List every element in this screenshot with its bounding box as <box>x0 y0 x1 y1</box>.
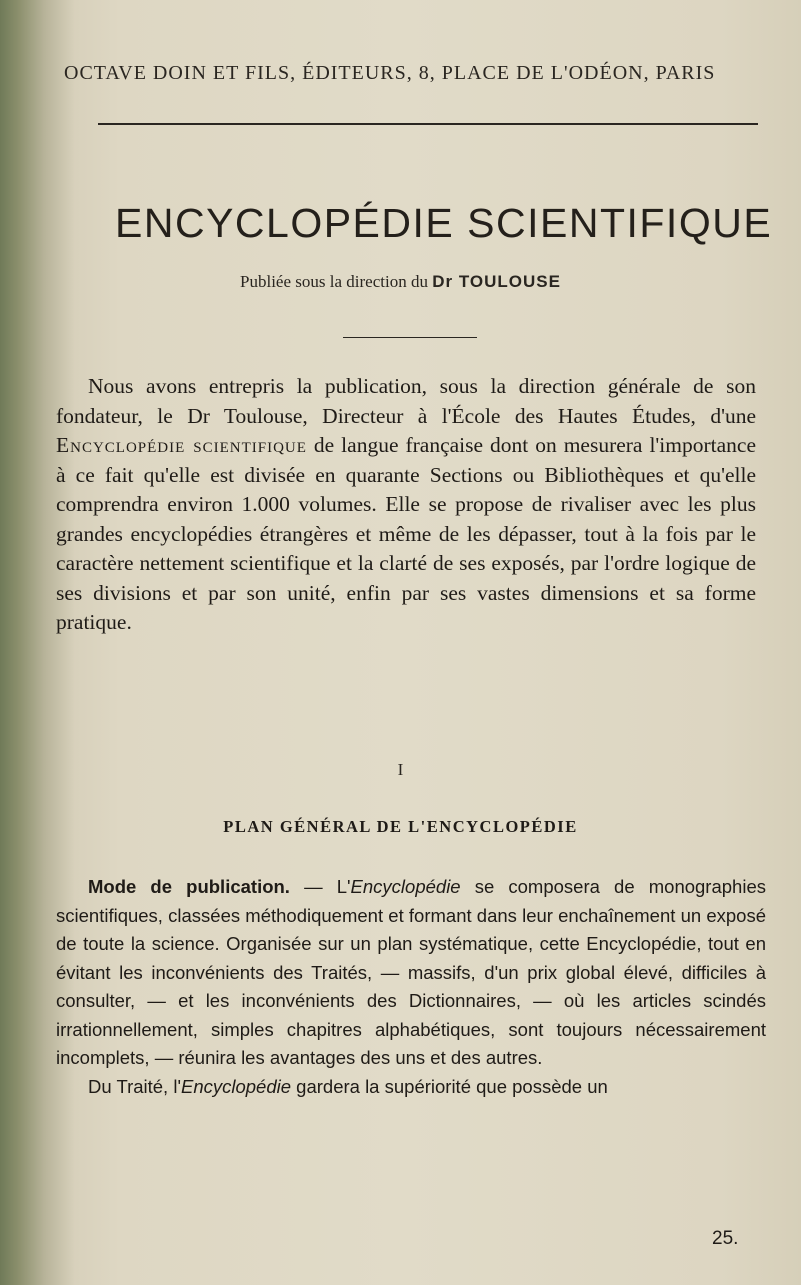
title-rule <box>343 337 477 338</box>
body-paragraph-2 <box>56 1073 766 1102</box>
section-title: PLAN GÉNÉRAL DE L'ENCYCLOPÉDIE <box>223 817 578 836</box>
intro-text-1: Nous avons entrepris la publication, sous la direction générale de son fondateur, le Dr Toulouse, Directeur à l'École des Hautes Études, d'une <box>56 374 756 428</box>
section-numeral: I <box>397 760 404 779</box>
subtitle <box>0 272 801 292</box>
body-text <box>56 873 766 1101</box>
page-title: ENCYCLOPÉDIE SCIENTIFIQUE <box>115 200 773 246</box>
lead-dash: — <box>289 876 337 897</box>
page-number: 25. <box>712 1228 739 1249</box>
intro-smallcaps: Encyclopédie scientifique <box>56 433 307 457</box>
subtitle-director: Dr TOULOUSE <box>432 272 561 291</box>
running-head: OCTAVE DOIN ET FILS, ÉDITEURS, 8, PLACE DE L'ODÉON, PARIS <box>64 62 716 84</box>
intro-text-2: de langue française dont on mesurera l'importance à ce fait qu'elle est divisée en quarante Sections ou Bibliothèques et qu'elle comprendra environ 1.000 volumes. Elle se propose de rivaliser avec les plus grandes encyclopédies étrangères et même de les dépasser, tout à la fois par le caractère nettement scientifique et la clarté de ses exposés, par l'ordre logique de ses divisions et par son unité, enfin par ses vastes dimensions et sa forme pratique. <box>56 433 757 634</box>
p1-text: se composera de monographies scientifiques, classées méthodiquement et formant dans leur enchaînement un exposé de toute la science. Organisée sur un plan systématique, cette Encyclopédie, tout en évitant les inconvénients des Traités, — massifs, d'un prix global élevé, difficiles à consulter, — et les inconvénients des Dictionnaires, — où les articles scindés irrationnellement, simples chapitres alphabétiques, sont toujours nécessairement incomplets, — réunira les avantages des uns et des autres. <box>56 876 766 1068</box>
header-rule <box>98 123 758 125</box>
p1-italic: Encyclopédie <box>350 876 461 897</box>
subtitle-prefix: Publiée sous la direction du <box>240 272 428 291</box>
intro-paragraph <box>56 372 756 638</box>
p2-start: Du Traité, l' <box>88 1075 181 1097</box>
p2-italic: Encyclopédie <box>180 1075 292 1097</box>
p2-text: gardera la supériorité que possède un <box>291 1075 608 1097</box>
paragraph-lead: Mode de publication. <box>88 876 290 897</box>
p1-article: L' <box>336 876 351 897</box>
body-paragraph-1 <box>56 873 766 1073</box>
